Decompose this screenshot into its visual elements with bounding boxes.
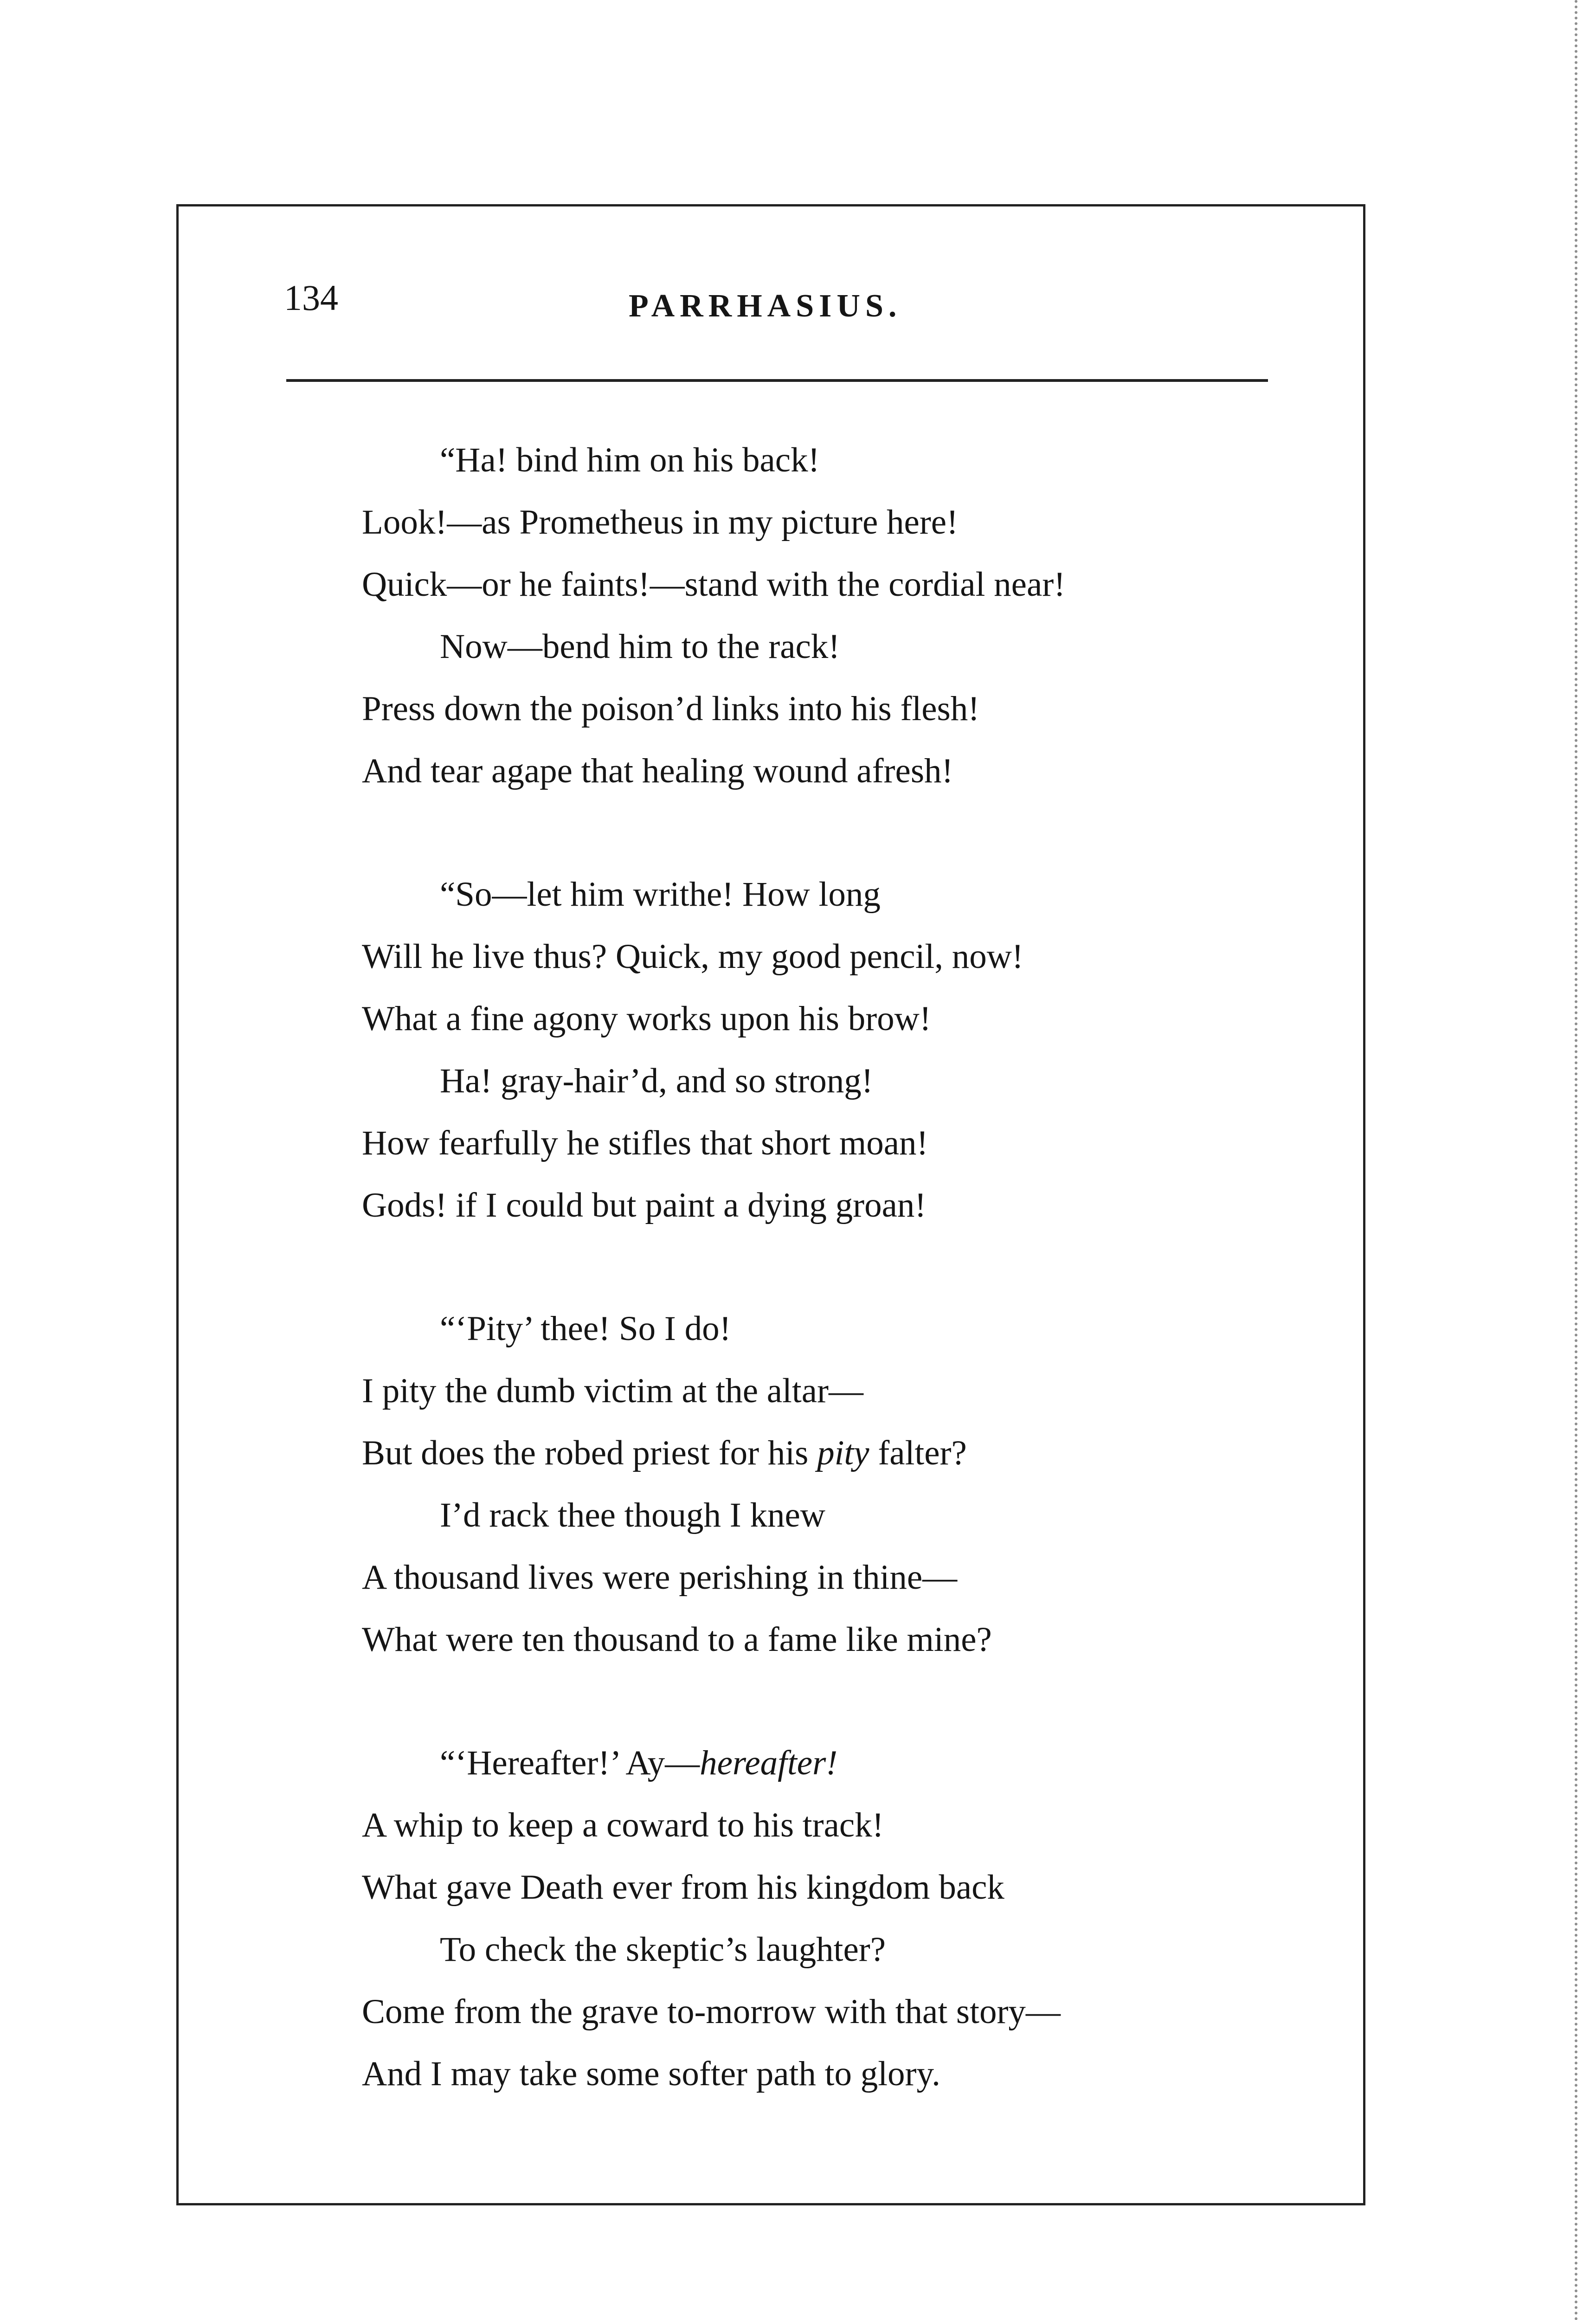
poem-line: Now—bend him to the rack! — [440, 627, 840, 666]
page-number: 134 — [284, 277, 338, 318]
italic-word: pity — [817, 1434, 869, 1472]
poem-line: What a fine agony works upon his brow! — [362, 999, 931, 1038]
poem-line: I pity the dumb victim at the altar— — [362, 1372, 863, 1410]
poem-line: And I may take some softer path to glory. — [362, 2055, 940, 2093]
poem-line: And tear agape that healing wound afresh! — [362, 752, 953, 790]
scan-edge-marks — [1575, 0, 1596, 2320]
poem-line: “‘Pity’ thee! So I do! — [440, 1309, 731, 1348]
poem-line: What gave Death ever from his kingdom back — [362, 1868, 1004, 1907]
poem-line: A thousand lives were perishing in thine— — [362, 1558, 958, 1597]
poem-line: To check the skeptic’s laughter? — [440, 1930, 886, 1969]
poem-line: A whip to keep a coward to his track! — [362, 1806, 884, 1844]
poem-line — [362, 1422, 1267, 1484]
stanza — [362, 429, 1267, 802]
italic-word: hereafter! — [700, 1744, 838, 1782]
poem-line: Will he live thus? Quick, my good pencil, now! — [362, 937, 1023, 976]
poem-line: Ha! gray-hair’d, and so strong! — [440, 1062, 873, 1100]
line-text: But does the robed priest for his — [362, 1434, 817, 1472]
poem-line: Quick—or he faints!—stand with the cordial near! — [362, 565, 1066, 604]
poem-line: “Ha! bind him on his back! — [440, 441, 820, 479]
stanza — [362, 1298, 1267, 1671]
poem-line — [362, 1732, 1267, 1794]
header-rule — [286, 379, 1268, 382]
poem-body — [362, 429, 1267, 2166]
poem-line: “So—let him writhe! How long — [440, 875, 881, 914]
poem-line: Gods! if I could but paint a dying groan! — [362, 1186, 927, 1224]
stanza — [362, 1732, 1267, 2105]
line-text: falter? — [869, 1434, 967, 1472]
poem-line: What were ten thousand to a fame like mine? — [362, 1620, 992, 1659]
poem-line: I’d rack thee though I knew — [440, 1496, 825, 1534]
poem-line: Come from the grave to-morrow with that story— — [362, 1992, 1061, 2031]
line-text: “‘Hereafter!’ Ay— — [440, 1744, 700, 1782]
running-head: PARRHASIUS. — [629, 288, 902, 324]
poem-line: Look!—as Prometheus in my picture here! — [362, 503, 959, 541]
stanza — [362, 864, 1267, 1237]
poem-line: Press down the poison’d links into his flesh! — [362, 690, 980, 728]
poem-line: How fearfully he stifles that short moan! — [362, 1124, 928, 1162]
